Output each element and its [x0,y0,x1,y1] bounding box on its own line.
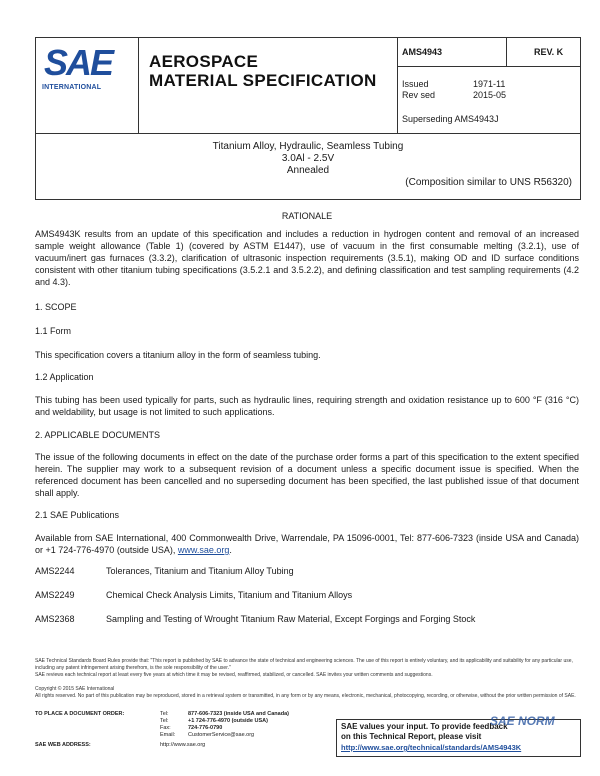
feedback-line-1: SAE values your input. To provide feedback [341,722,508,731]
ref-title: Tolerances, Titanium and Titanium Alloy Tubing [106,566,294,576]
superseding-note: Superseding AMS4943J [402,114,499,124]
footer-review-text: SAE reviews each technical report at least every five years at which time it may be revised, reaffirmed, stabilized, or cancelled. SAE invites your written comments and suggestions. [35,672,433,678]
email-value[interactable]: CustomerService@sae.org [188,732,255,738]
order-label: TO PLACE A DOCUMENT ORDER: [35,711,125,717]
doc-number-box [398,38,507,67]
tel2-value: +1 724-776-4970 (outside USA) [188,718,268,724]
section-2-text: The issue of the following documents in effect on the date of the purchase order forms a part of this specification to the extent specified herein. The supplier may work to a subsequent revision of a document unless a specific document issue is specified. When the referenced document has been cancelled and no superseding document has been specified, the last published issue of that document shall apply. [35,452,579,498]
section-1-1-heading: 1.1 Form [35,326,72,336]
footer-copyright: Copyright © 2015 SAE International [35,686,115,692]
title-line-1: AEROSPACE [149,52,259,71]
section-1-1-text: This specification covers a titanium alloy in the form of seamless tubing. [35,350,321,360]
issued-value: 1971-11 [473,79,506,89]
revised-label: Rev sed [402,90,436,100]
tel2-label: Tel: [160,718,169,724]
feedback-line-2: on this Technical Report, please visit [341,732,482,741]
fax-label: Fax: [160,725,171,731]
ref-code: AMS2249 [35,590,75,600]
section-2-1-text [35,532,579,556]
revision-label: REV. K [534,47,564,57]
subject-line-1: Titanium Alloy, Hydraulic, Seamless Tubing [212,141,404,152]
subject-line-4: (Composition similar to UNS R56320) [405,177,572,188]
section-1-heading: 1. SCOPE [35,302,77,312]
ref-code: AMS2368 [35,614,75,624]
feedback-link[interactable]: http://www.sae.org/technical/standards/AMS4943K [341,743,522,752]
section-2-1-heading: 2.1 SAE Publications [35,510,120,520]
section-2-heading: 2. APPLICABLE DOCUMENTS [35,430,161,440]
issued-label: Issued [402,79,429,89]
tel-label: Tel: [160,711,169,717]
ref-title: Sampling and Testing of Wrought Titanium Raw Material, Except Forgings and Forging Stock [106,614,476,624]
subject-line-3: Annealed [286,165,330,176]
subject-box [35,133,581,200]
revised-value: 2015-05 [473,90,507,100]
sae-logo: SAE [44,42,113,83]
email-label: Email: [160,732,176,738]
footer-rights-text: All rights reserved. No part of this publication may be reproduced, stored in a retrieval system or transmitted, in any form or by any means, electronic, mechanical, photocopying, recording, or otherwise, without the prior written permission of SAE. [35,693,576,699]
section-1-2-heading: 1.2 Application [35,372,94,382]
tel-value: 877-606-7323 (inside USA and Canada) [188,711,289,717]
sae-website-link[interactable]: www.sae.org [177,545,230,555]
rationale-text: AMS4943K results from an update of this specification and includes a reduction in hydrogen content and removal of an increased sample weight allowance (Table 1) (covered by ASTM E1447), use of vacuum in the first consumable melting (3.2.1), use of vacuum/inert gas furnaces (3.3.2), clarification of ultrasonic inspection requirements (3.5.1), making OD and ID surface conditions consistent with other titanium tubing specifications (3.5.2.1 and 3.5.2.2), and defining classification and test sampling requirements (4.2 and 4.3). [35,229,579,287]
section-2-1-body: Available from SAE International, 400 Commonwealth Drive, Warrendale, PA 15096-0001, Tel: 877-606-7323 (inside USA and Canada) or +1 724-776-4970 (outside USA), [35,533,579,555]
fax-value: 724-776-0790 [188,725,223,731]
title-line-2: MATERIAL SPECIFICATION [149,71,377,90]
section-2-1-end: . [229,545,232,555]
logo-cell [36,38,139,133]
subject-line-2: 3.0Al - 2.5V [281,153,335,164]
ref-title: Chemical Check Analysis Limits, Titanium and Titanium Alloys [106,590,353,600]
ref-code: AMS2244 [35,566,75,576]
rationale-heading: RATIONALE [281,211,333,221]
norm-watermark: SAE NORM [490,714,555,728]
doc-number: AMS4943 [402,47,443,57]
section-1-2-text: This tubing has been used typically for parts, such as hydraulic lines, requiring strength and oxidation resistance up to 600 °F (316 °C) and weldability, but usage is not limited to such applications. [35,395,579,417]
title-cell [139,38,398,133]
header-box [35,37,581,134]
doc-info-cell [398,38,580,133]
web-label: SAE WEB ADDRESS: [35,742,91,748]
sae-logo-subtext: INTERNATIONAL [42,84,102,91]
footer-rules-text: SAE Technical Standards Board Rules provide that: "This report is published by SAE to advance the state of technical and engineering sciences. The use of this report is entirely voluntary, and its applicability and suitability for any particular use, including any patent infringement arising therefrom, is the sole responsibility of the user." [35,658,573,671]
revision-box [507,38,580,67]
web-value[interactable]: http://www.sae.org [160,742,206,748]
